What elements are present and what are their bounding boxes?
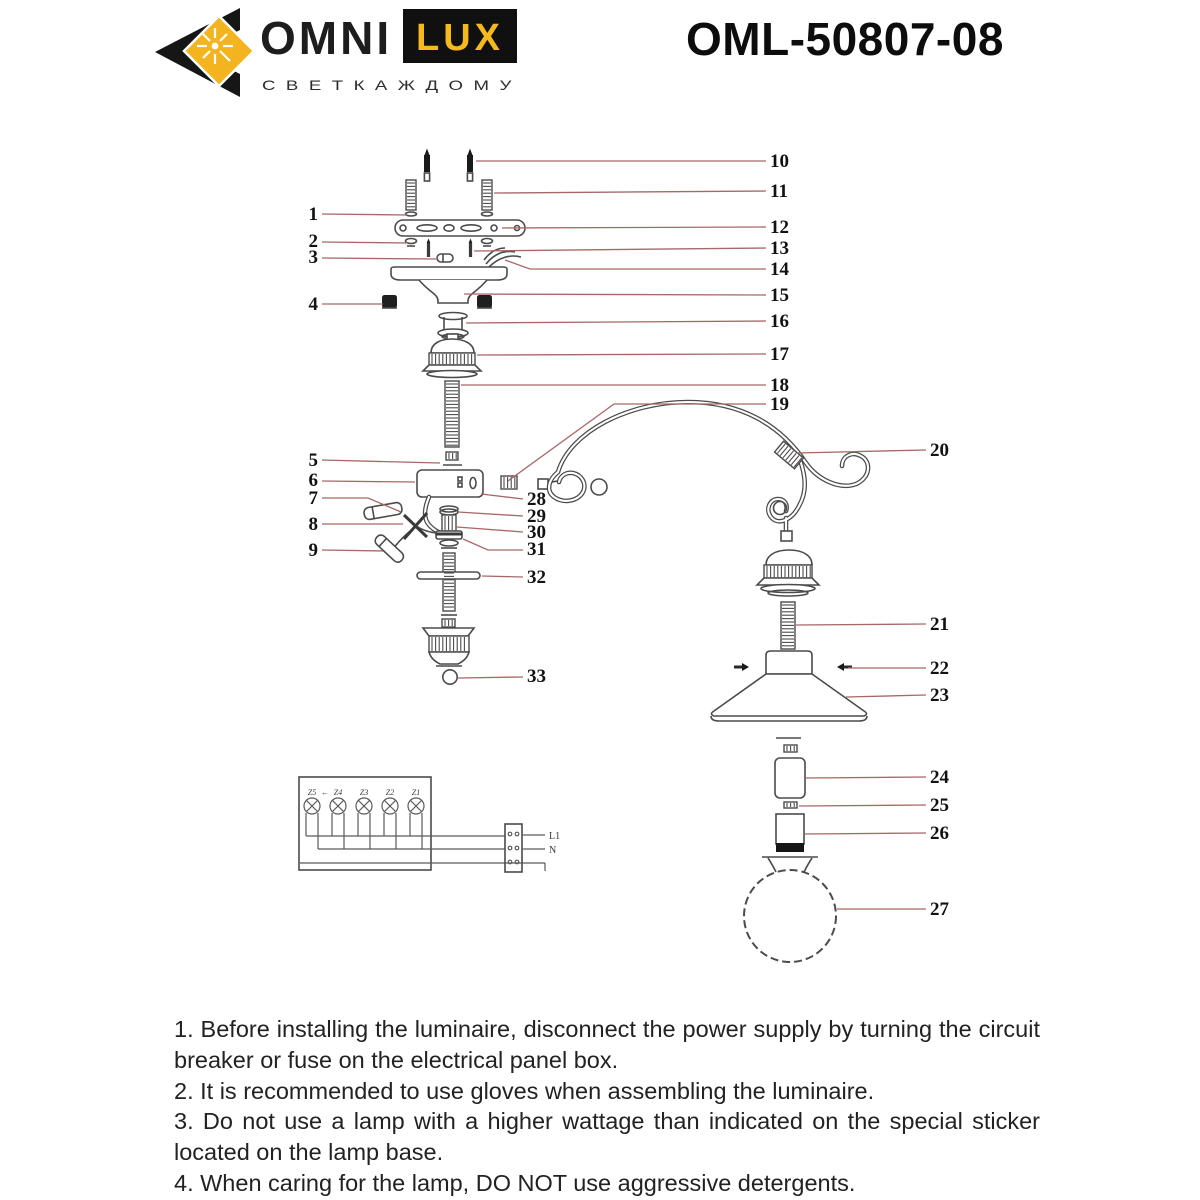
part-nut-washer bbox=[443, 452, 462, 465]
callout-leader-19 bbox=[508, 404, 766, 481]
logo-brand-omni: OMNI bbox=[260, 12, 393, 64]
callout-leader-11 bbox=[494, 191, 766, 193]
callout-leader-16 bbox=[466, 321, 766, 323]
callout-number-21: 21 bbox=[930, 614, 949, 635]
logo-brand-lux: LUX bbox=[416, 17, 504, 59]
wiring-lamp-Z3 bbox=[356, 788, 372, 849]
part-socket-sleeve bbox=[775, 758, 805, 798]
callout-leader-15 bbox=[464, 294, 766, 295]
callout-leader-21 bbox=[796, 624, 926, 625]
callout-number-8: 8 bbox=[308, 514, 318, 535]
callout-number-7: 7 bbox=[308, 488, 318, 509]
callout-number-27: 27 bbox=[930, 899, 949, 920]
part-canopy bbox=[382, 267, 507, 308]
callout-number-6: 6 bbox=[308, 470, 318, 491]
callout-leader-1 bbox=[322, 214, 407, 215]
instruction-item: 4. When caring for the lamp, DO NOT use aggressive detergents. bbox=[174, 1169, 856, 1196]
logo-tagline: С В Е Т К А Ж Д О М У bbox=[262, 77, 514, 93]
callout-leader-28 bbox=[481, 494, 523, 499]
wiring-lamp-Z2 bbox=[382, 788, 398, 849]
callout-number-11: 11 bbox=[770, 181, 788, 202]
wiring-terminal-label-N: N bbox=[549, 845, 557, 856]
callout-number-5: 5 bbox=[308, 450, 318, 471]
callout-leader-29 bbox=[458, 512, 523, 516]
callout-number-26: 26 bbox=[930, 823, 949, 844]
part-crossbar bbox=[417, 553, 480, 611]
callout-number-14: 14 bbox=[770, 259, 789, 280]
wiring-lamp-Z5 bbox=[304, 788, 320, 849]
part-lower-finial bbox=[423, 615, 474, 684]
callout-number-3: 3 bbox=[308, 247, 318, 268]
instruction-item: 2. It is recommended to use gloves when assembling the luminaire. bbox=[174, 1077, 875, 1104]
wiring-lamp-Z1 bbox=[408, 788, 424, 849]
terminal-block bbox=[505, 824, 522, 872]
callout-number-13: 13 bbox=[770, 238, 789, 259]
wiring-lamp-label: Z1 bbox=[411, 788, 421, 797]
callout-number-1: 1 bbox=[308, 204, 318, 225]
wiring-lamp-Z4 bbox=[330, 788, 346, 849]
instruction-item: 3. Do not use a lamp with a higher wattage than indicated on the special sticker located on the lamp base. bbox=[174, 1108, 1040, 1166]
callout-number-28: 28 bbox=[527, 489, 546, 510]
callout-leader-23 bbox=[846, 695, 926, 697]
callout-leader-9 bbox=[322, 550, 383, 551]
callout-leader-5 bbox=[322, 460, 440, 463]
callout-leader-24 bbox=[806, 777, 926, 778]
part-shade-holder bbox=[734, 651, 852, 674]
wiring-arrow: ← bbox=[321, 788, 329, 797]
callout-leader-12 bbox=[502, 227, 766, 228]
callout-number-19: 19 bbox=[770, 394, 789, 415]
callout-number-29: 29 bbox=[527, 506, 546, 527]
part-upper-finial bbox=[423, 334, 481, 378]
callout-number-9: 9 bbox=[308, 540, 318, 561]
part-ball bbox=[443, 670, 457, 684]
callout-number-31: 31 bbox=[527, 539, 546, 560]
part-arm-finial bbox=[757, 550, 819, 596]
callout-leader-3 bbox=[322, 258, 436, 259]
part-hub-tube bbox=[425, 497, 444, 534]
part-anchor-screws bbox=[424, 149, 473, 182]
callout-leader-20 bbox=[797, 450, 926, 453]
callout-number-22: 22 bbox=[930, 658, 949, 679]
callout-number-4: 4 bbox=[308, 294, 318, 315]
wiring-lamp-label: Z5 bbox=[307, 788, 317, 797]
callout-number-2: 2 bbox=[308, 231, 318, 252]
callout-leader-6 bbox=[322, 481, 415, 482]
wiring-lamp-label: Z3 bbox=[359, 788, 369, 797]
part-glass-globe bbox=[744, 857, 836, 962]
part-connector-9 bbox=[373, 533, 405, 564]
wiring-terminal-label-L1: L1 bbox=[549, 831, 561, 842]
callout-leader-31 bbox=[463, 539, 523, 550]
callout-leader-17 bbox=[477, 354, 766, 355]
callout-number-20: 20 bbox=[930, 440, 949, 461]
model-number: OML-50807-08 bbox=[686, 13, 1004, 65]
callout-number-17: 17 bbox=[770, 344, 789, 365]
callout-number-15: 15 bbox=[770, 285, 789, 306]
callout-leader-2 bbox=[322, 242, 408, 243]
instructions bbox=[174, 1014, 1040, 1199]
callout-number-18: 18 bbox=[770, 375, 789, 396]
wiring-lamp-label: Z4 bbox=[333, 788, 343, 797]
callout-number-23: 23 bbox=[930, 685, 949, 706]
callout-leader-32 bbox=[482, 576, 523, 577]
callout-number-24: 24 bbox=[930, 767, 949, 788]
part-lamp-socket bbox=[776, 814, 804, 852]
callout-number-12: 12 bbox=[770, 217, 789, 238]
part-threaded-studs bbox=[406, 180, 492, 210]
part-scroll-arm bbox=[549, 402, 868, 541]
callout-number-25: 25 bbox=[930, 795, 949, 816]
wiring-lamp-label: Z2 bbox=[385, 788, 395, 797]
callout-leader-25 bbox=[799, 805, 926, 806]
part-cone-shade bbox=[711, 674, 867, 721]
callout-number-32: 32 bbox=[527, 567, 546, 588]
callout-leader-30 bbox=[457, 527, 523, 532]
callout-leader-13 bbox=[474, 248, 766, 251]
callout-number-33: 33 bbox=[527, 666, 546, 687]
callout-number-16: 16 bbox=[770, 311, 789, 332]
callout-number-10: 10 bbox=[770, 151, 789, 172]
part-hub-box bbox=[417, 470, 483, 497]
part-small-hardware bbox=[776, 738, 801, 752]
callout-leader-33 bbox=[458, 677, 523, 678]
instruction-item: 1. Before installing the luminaire, disconnect the power supply by turning the circuit breaker or fuse on the electrical panel box. bbox=[174, 1016, 1040, 1073]
callout-leader-14 bbox=[505, 260, 766, 269]
callout-leader-26 bbox=[805, 833, 926, 834]
callout-number-30: 30 bbox=[527, 522, 546, 543]
